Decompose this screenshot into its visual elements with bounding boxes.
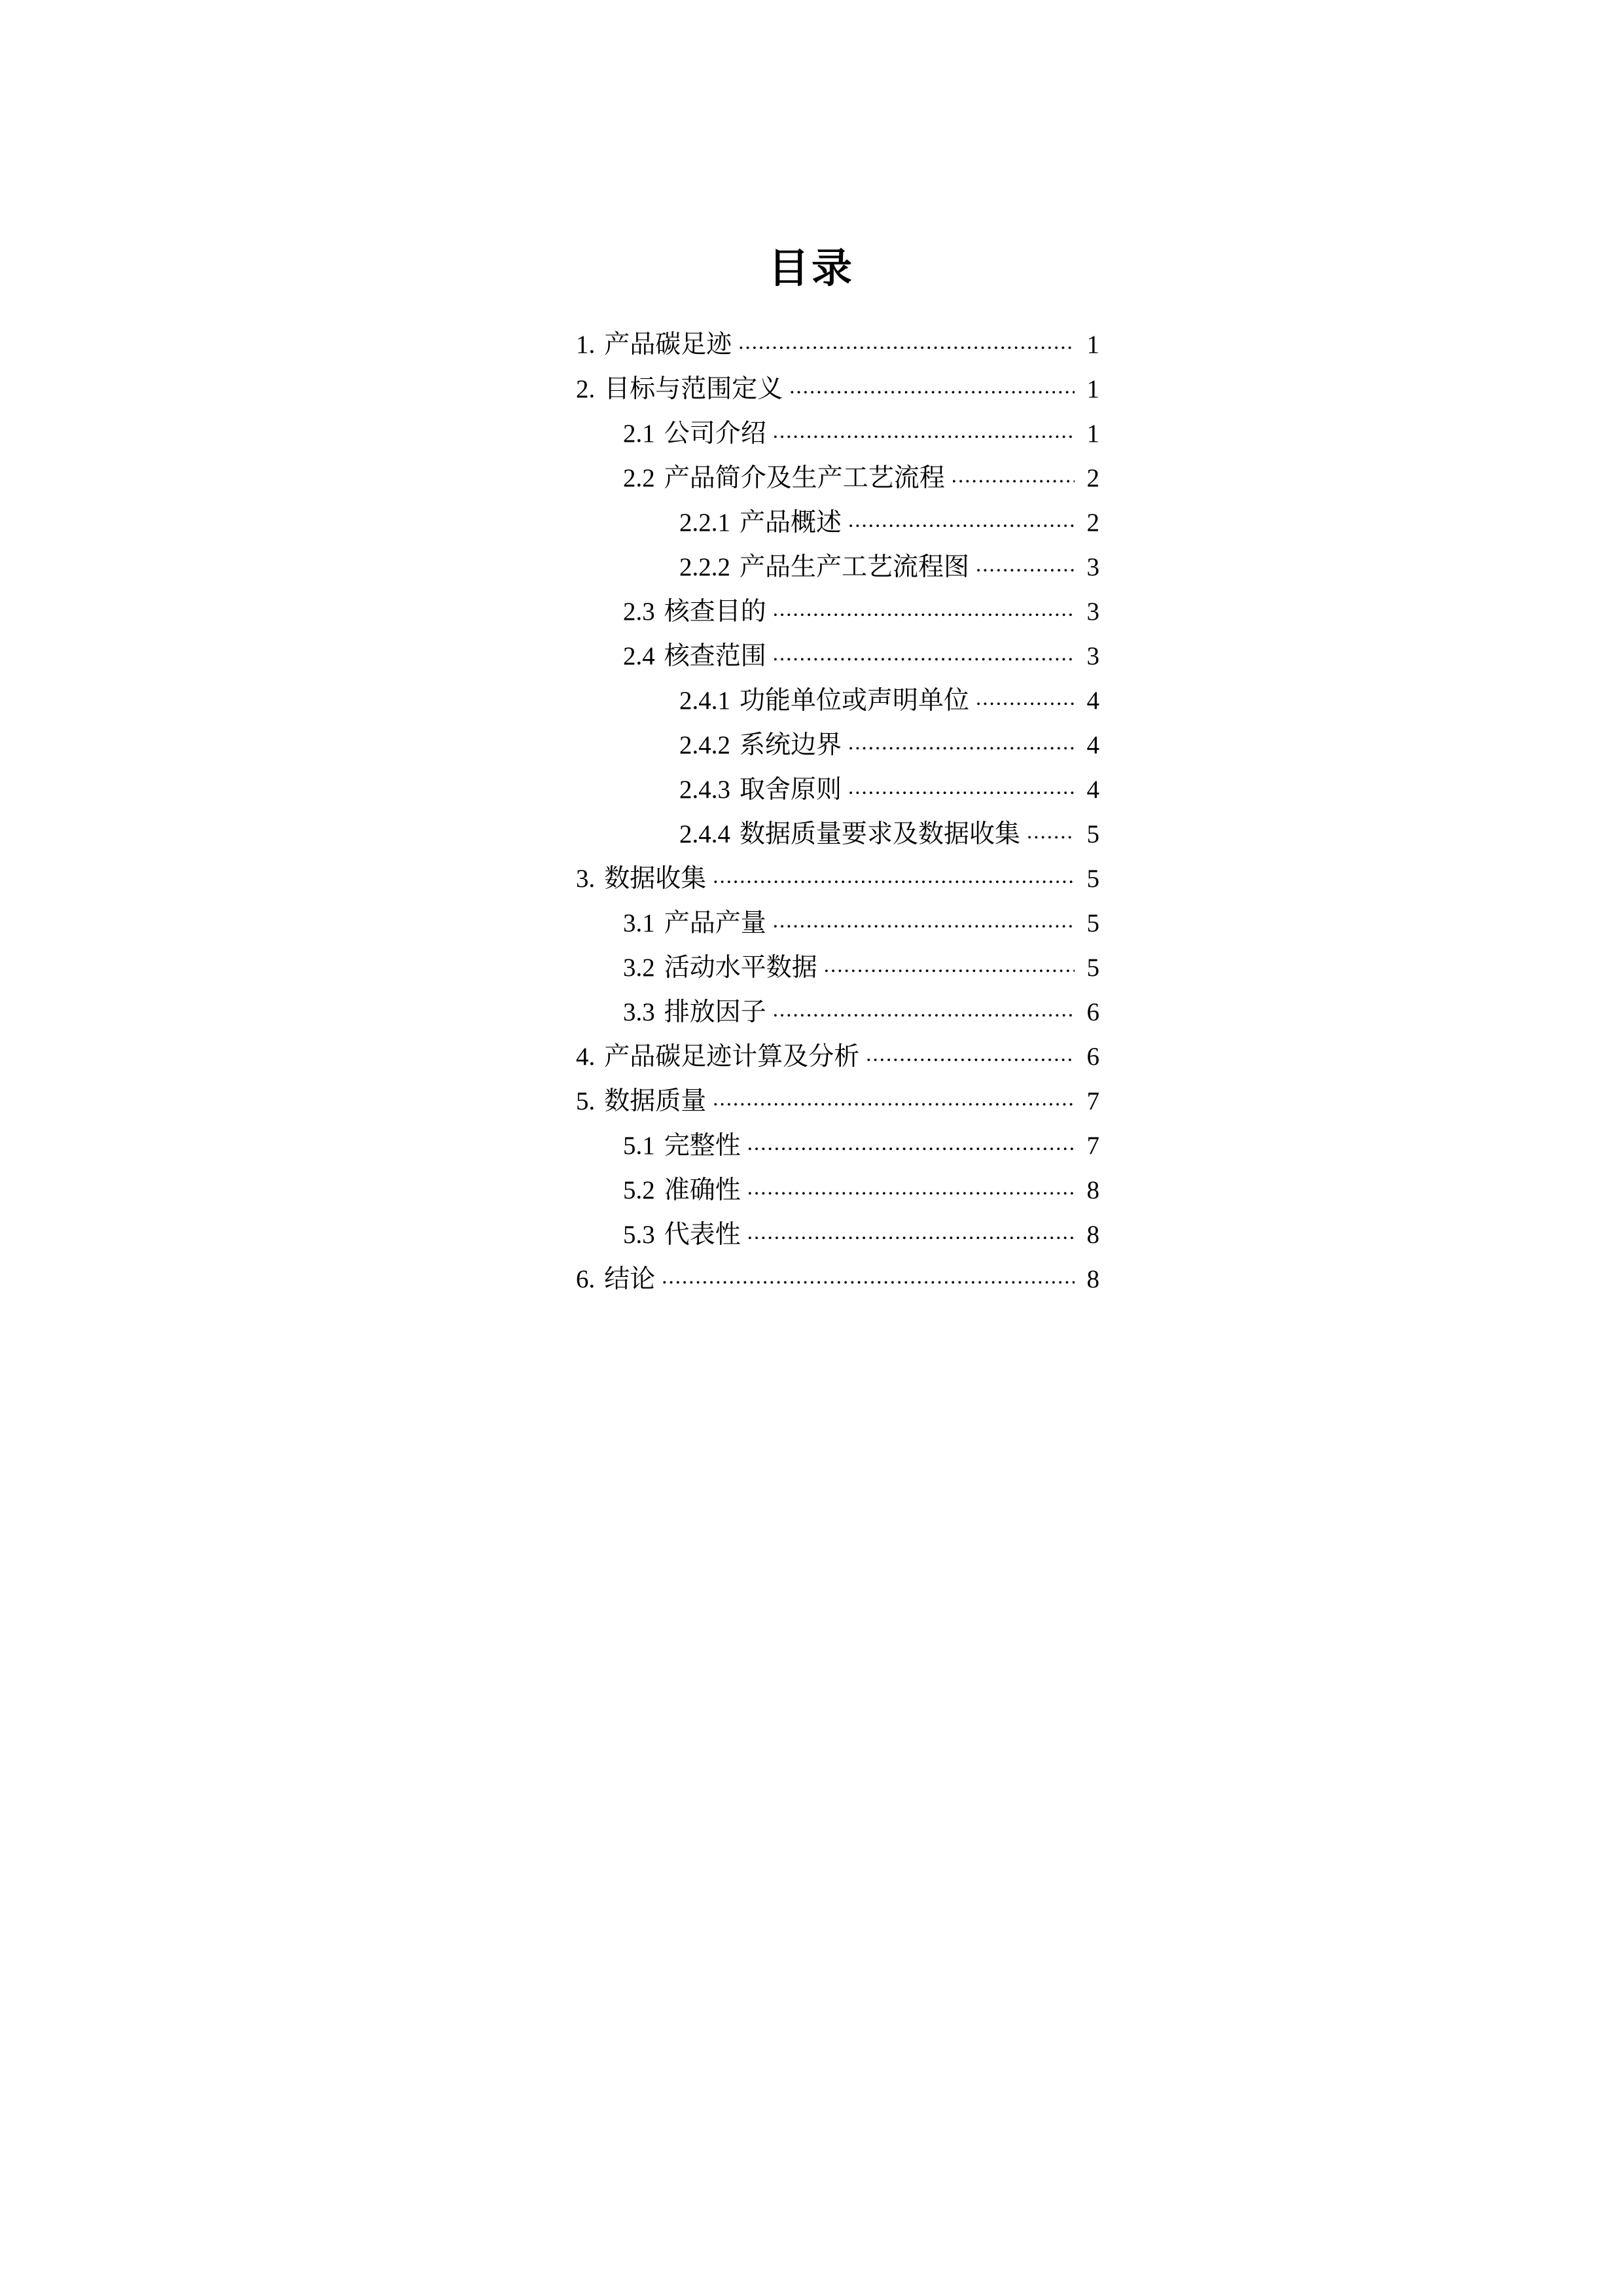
toc-entry-label: 取舍原则	[740, 776, 842, 804]
toc-entry[interactable]	[576, 376, 1099, 402]
toc-entry-number: 2.4.2	[679, 731, 730, 759]
toc-entry[interactable]	[576, 332, 1099, 357]
toc-entry-label: 数据质量要求及数据收集	[740, 820, 1021, 848]
toc-entry[interactable]	[679, 510, 1099, 535]
toc-entry-number: 2.4.4	[679, 820, 730, 848]
toc-leader-dots	[773, 421, 1075, 442]
toc-leader-dots	[747, 1222, 1075, 1244]
toc-entry-label: 数据质量	[604, 1087, 707, 1115]
toc-entry-page: 7	[1086, 1087, 1099, 1115]
toc-leader-dots	[713, 1088, 1075, 1110]
toc-leader-dots	[773, 910, 1075, 932]
toc-leader-dots	[747, 1177, 1075, 1199]
toc-entry-page: 2	[1086, 509, 1099, 537]
toc-entry-label: 核查范围	[664, 642, 766, 670]
toc-entry-label: 准确性	[664, 1176, 741, 1204]
toc-entry-page: 4	[1086, 731, 1099, 759]
toc-entry-number: 2.4	[623, 642, 655, 670]
toc-leader-dots	[789, 376, 1075, 398]
page-title: 目录	[768, 246, 855, 291]
toc-entry[interactable]	[679, 732, 1099, 758]
toc-leader-dots	[773, 599, 1075, 620]
toc-entry-number: 5.1	[623, 1132, 655, 1160]
toc-entry-label: 活动水平数据	[664, 954, 817, 982]
toc-leader-dots	[952, 465, 1075, 487]
toc-entry-number: 2.3	[623, 598, 655, 626]
toc-leader-dots	[976, 688, 1075, 709]
toc-entry[interactable]	[623, 421, 1099, 446]
toc-entry-number: 1.	[576, 331, 596, 359]
toc-entry-page: 3	[1086, 553, 1099, 581]
toc-entry-number: 2.	[576, 375, 596, 403]
toc-entry[interactable]	[623, 955, 1099, 980]
toc-entry-label: 完整性	[664, 1132, 741, 1160]
toc-entry-number: 3.3	[623, 998, 655, 1026]
toc-entry-label: 产品概述	[740, 509, 842, 537]
toc-entry-number: 2.4.3	[679, 776, 730, 804]
toc-entry-page: 1	[1086, 331, 1099, 359]
toc-entry-page: 5	[1086, 820, 1099, 848]
toc-entry-label: 目标与范围定义	[604, 375, 783, 403]
toc-leader-dots	[773, 999, 1075, 1021]
toc-entry-label: 核查目的	[664, 598, 766, 626]
toc-entry-label: 产品简介及生产工艺流程	[664, 464, 945, 492]
toc-leader-dots	[848, 732, 1075, 754]
toc-entry-page: 1	[1086, 420, 1099, 448]
toc-entry-label: 产品碳足迹	[604, 331, 732, 359]
toc-entry[interactable]	[623, 999, 1099, 1025]
toc-entry-label: 数据收集	[604, 865, 707, 893]
toc-leader-dots	[848, 510, 1075, 531]
toc-entry-page: 3	[1086, 598, 1099, 626]
toc-leader-dots	[866, 1044, 1075, 1066]
toc-entry-label: 产品碳足迹计算及分析	[604, 1043, 860, 1071]
toc-entry-label: 代表性	[664, 1221, 741, 1249]
toc-leader-dots	[738, 332, 1075, 353]
toc-entry[interactable]	[679, 777, 1099, 802]
toc-entry-page: 3	[1086, 642, 1099, 670]
toc-entry-page: 5	[1086, 954, 1099, 982]
toc-entry[interactable]	[576, 1044, 1099, 1069]
toc-entry-label: 结论	[604, 1265, 656, 1293]
toc-entry-number: 3.2	[623, 954, 655, 982]
toc-entry-page: 5	[1086, 909, 1099, 937]
toc-entry[interactable]	[679, 554, 1099, 580]
toc-entry-label: 功能单位或声明单位	[740, 687, 970, 715]
toc-entry-page: 4	[1086, 776, 1099, 804]
toc-leader-dots	[848, 777, 1075, 798]
toc-entry-number: 5.	[576, 1087, 596, 1115]
table-of-contents	[275, 294, 1348, 1292]
toc-entry-number: 2.2	[623, 464, 655, 492]
toc-entry-number: 3.1	[623, 909, 655, 937]
toc-entry[interactable]	[623, 1133, 1099, 1158]
toc-entry[interactable]	[623, 910, 1099, 936]
toc-entry[interactable]	[679, 688, 1099, 713]
toc-entry-number: 2.1	[623, 420, 655, 448]
toc-entry-label: 系统边界	[740, 731, 842, 759]
toc-entry-page: 5	[1086, 865, 1099, 893]
toc-entry[interactable]	[623, 1222, 1099, 1247]
toc-entry[interactable]	[576, 866, 1099, 891]
toc-leader-dots	[824, 955, 1075, 977]
toc-entry-number: 4.	[576, 1043, 596, 1071]
toc-leader-dots	[1027, 821, 1075, 843]
toc-entry-number: 3.	[576, 865, 596, 893]
toc-entry-label: 产品生产工艺流程图	[740, 553, 970, 581]
toc-entry-label: 排放因子	[664, 998, 766, 1026]
toc-entry-page: 8	[1086, 1176, 1099, 1204]
toc-entry[interactable]	[576, 1266, 1099, 1292]
toc-entry-label: 产品产量	[664, 909, 766, 937]
toc-entry-page: 1	[1086, 375, 1099, 403]
toc-entry[interactable]	[623, 643, 1099, 669]
toc-entry-page: 8	[1086, 1221, 1099, 1249]
toc-entry[interactable]	[679, 821, 1099, 847]
toc-entry-page: 2	[1086, 464, 1099, 492]
toc-entry-page: 4	[1086, 687, 1099, 715]
toc-entry[interactable]	[623, 599, 1099, 624]
toc-entry-page: 6	[1086, 998, 1099, 1026]
toc-entry-page: 6	[1086, 1043, 1099, 1071]
toc-entry-number: 2.4.1	[679, 687, 730, 715]
toc-leader-dots	[773, 643, 1075, 665]
toc-entry-label: 公司介绍	[664, 420, 766, 448]
toc-entry-number: 5.3	[623, 1221, 655, 1249]
toc-entry[interactable]	[623, 465, 1099, 491]
toc-entry-number: 2.2.1	[679, 509, 730, 537]
toc-entry-number: 5.2	[623, 1176, 655, 1204]
toc-entry[interactable]	[576, 1088, 1099, 1114]
toc-leader-dots	[662, 1266, 1075, 1288]
toc-entry[interactable]	[623, 1177, 1099, 1203]
toc-leader-dots	[747, 1133, 1075, 1155]
toc-entry-page: 7	[1086, 1132, 1099, 1160]
toc-leader-dots	[976, 554, 1075, 576]
toc-entry-number: 2.2.2	[679, 553, 730, 581]
toc-leader-dots	[713, 866, 1075, 888]
toc-entry-page: 8	[1086, 1265, 1099, 1293]
toc-entry-number: 6.	[576, 1265, 596, 1293]
